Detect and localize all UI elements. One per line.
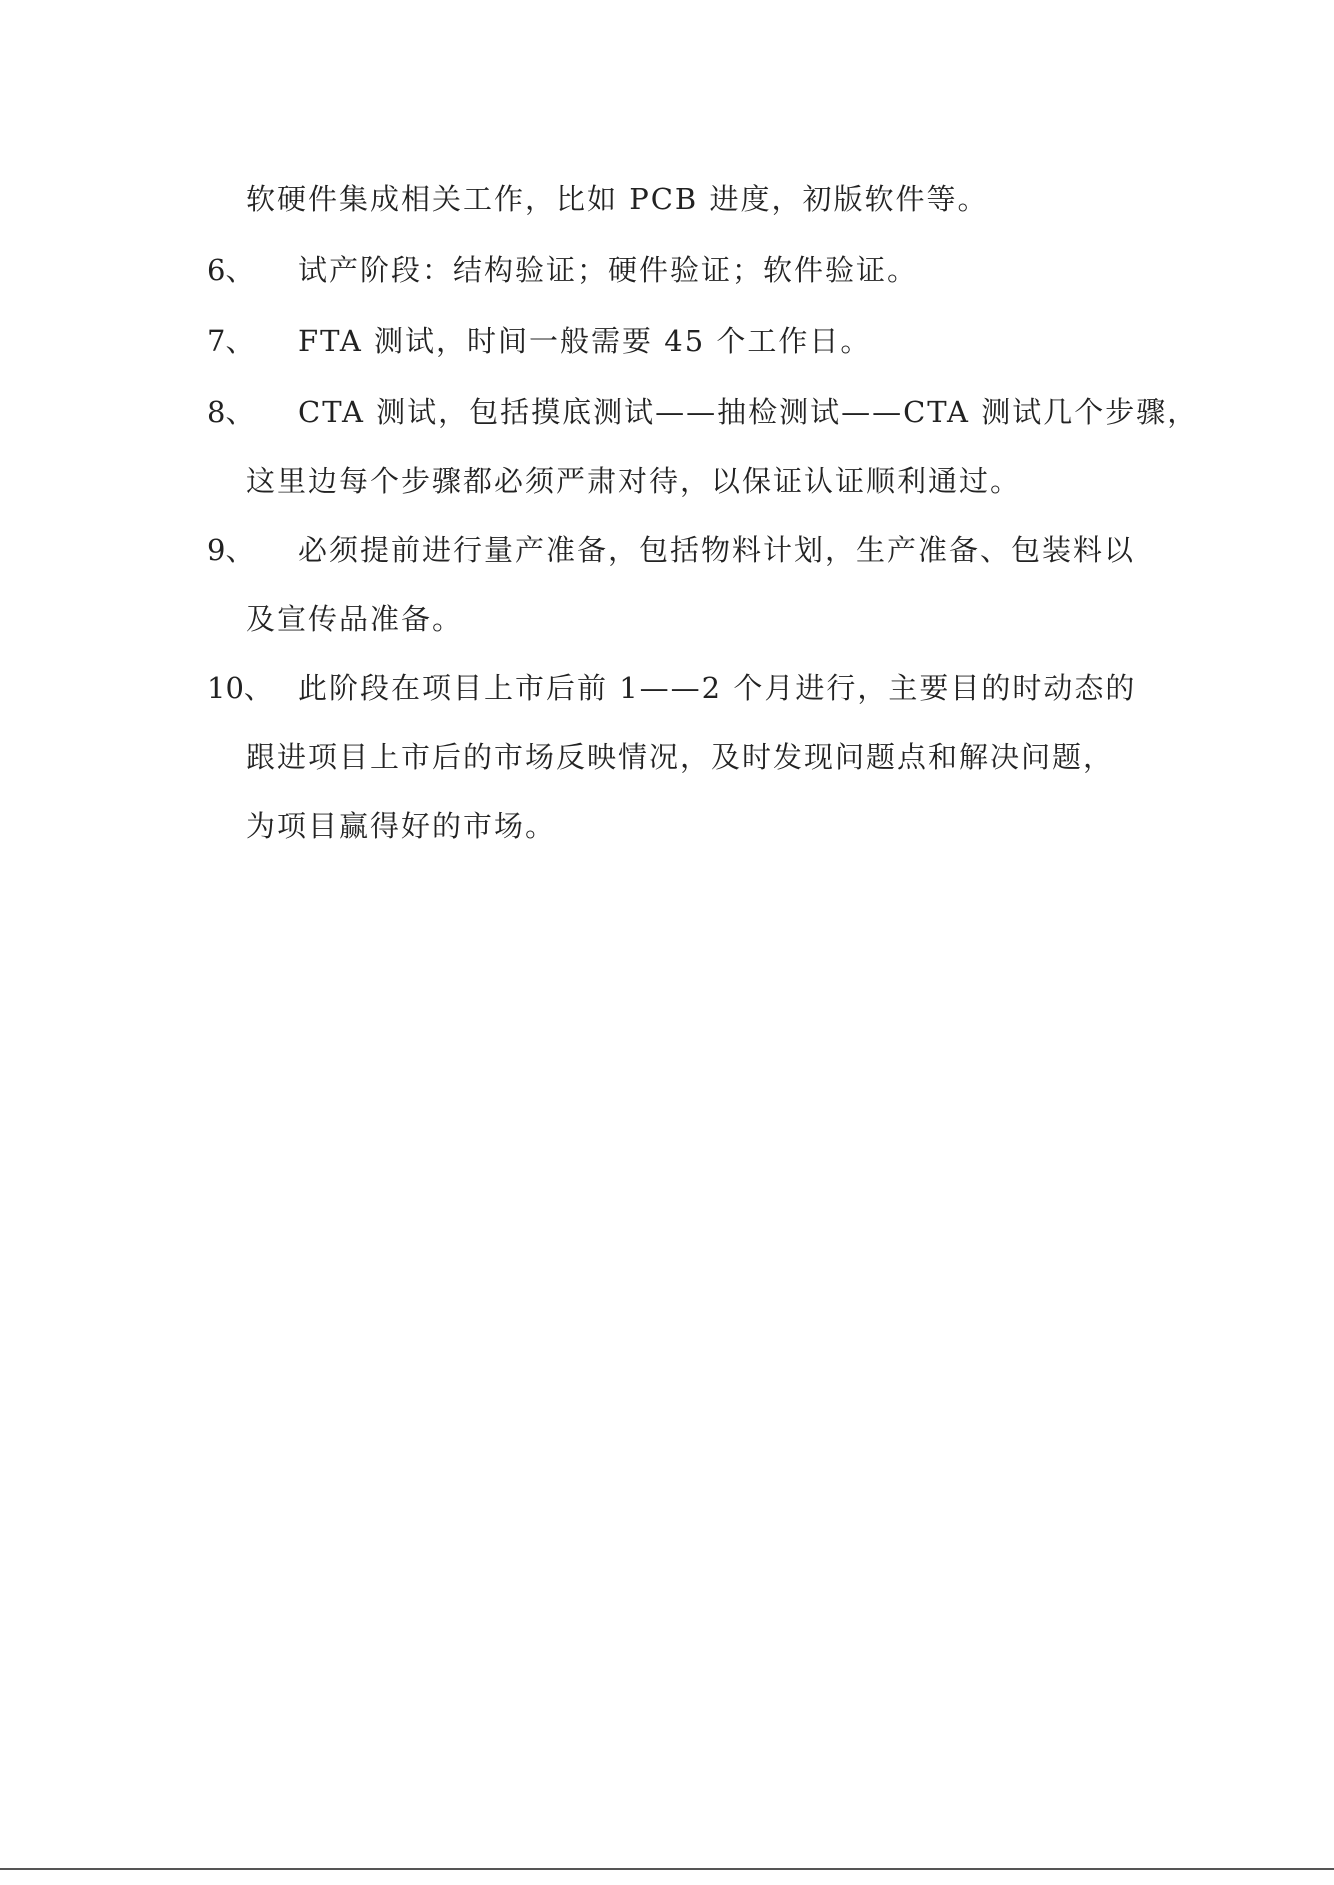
item-6-line-1: 试产阶段：结构验证；硬件验证；软件验证。 bbox=[298, 253, 919, 287]
item-8-line-2: 这里边每个步骤都必须严肃对待，以保证认证顺利通过。 bbox=[246, 464, 1022, 498]
item-10-line-3: 为项目赢得好的市场。 bbox=[246, 809, 557, 843]
item-10-line-2: 跟进项目上市后的市场反映情况，及时发现问题点和解决问题， bbox=[246, 740, 1115, 774]
item-10-line-1: 此阶段在项目上市后前 1——2 个月进行，主要目的时动态的 bbox=[298, 671, 1137, 705]
bottom-rule-divider bbox=[0, 1868, 1334, 1870]
item-8-line-1: CTA 测试，包括摸底测试——抽检测试——CTA 测试几个步骤， bbox=[298, 395, 1199, 429]
item-6-number: 6、 bbox=[207, 253, 255, 287]
item-7-number: 7、 bbox=[207, 324, 255, 358]
item-9-number: 9、 bbox=[207, 533, 255, 567]
item-9-line-2: 及宣传品准备。 bbox=[246, 602, 464, 636]
item-7-line-1: FTA 测试，时间一般需要 45 个工作日。 bbox=[298, 324, 872, 358]
item-8-number: 8、 bbox=[207, 395, 255, 429]
item-5-continuation: 软硬件集成相关工作，比如 PCB 进度，初版软件等。 bbox=[246, 182, 989, 216]
item-9-line-1: 必须提前进行量产准备，包括物料计划，生产准备、包装料以 bbox=[298, 533, 1136, 567]
item-10-number: 10、 bbox=[207, 671, 273, 705]
